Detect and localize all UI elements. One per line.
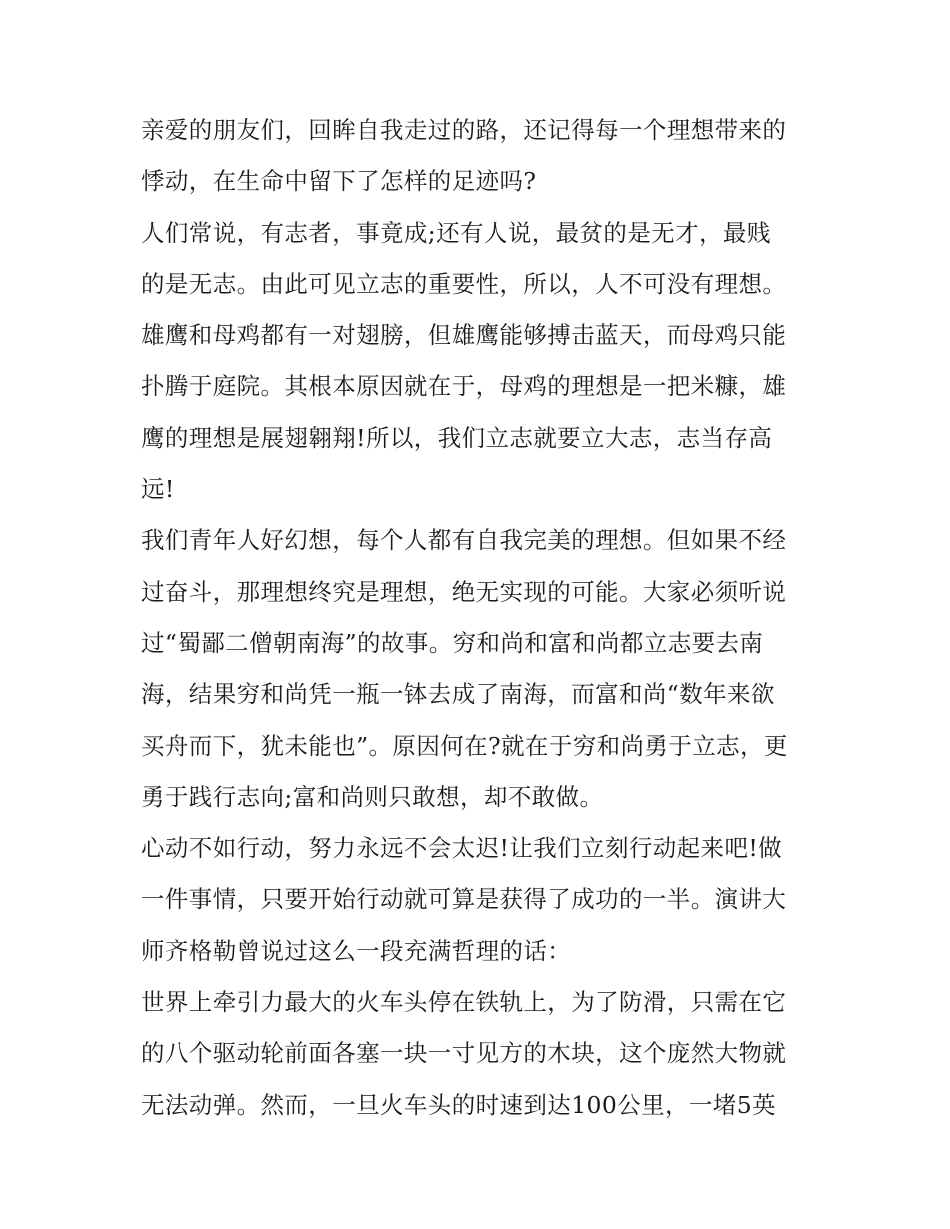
paragraph-monks-story: 我们青年人好幻想，每个人都有自我完美的理想。但如果不经 过奋斗，那理想终究是理想，绝无实现的可能。大家必须听说 过“蜀鄙二僧朝南海”的故事。穷和尚和富和尚都立志要去南 海，结果穷和尚凭一瓶一钵去成了南海，而富和尚“数年来欲 买舟而下，犹未能也”。原因何在?就在于穷和尚勇于立志，更 勇于践行志向;富和尚则只敢想，却不敢做。 — [141, 526, 788, 811]
paragraph-opening: 亲爱的朋友们，回眸自我走过的路，还记得每一个理想带来的 悸动，在生命中留下了怎样的足迹吗? — [141, 116, 787, 196]
document-body — [141, 105, 813, 1131]
paragraph-locomotive: 世界上牵引力最大的火车头停在铁轨上，为了防滑，只需在它 的八个驱动轮前面各塞一块一寸见方的木块，这个庞然大物就 无法动弹。然而，一旦火车头的时速到达100公里，一堵5英 — [141, 988, 787, 1119]
paragraph-ambition: 人们常说，有志者，事竟成;还有人说，最贫的是无才，最贱 的是无志。由此可见立志的重要性，所以，人不可没有理想。 雄鹰和母鸡都有一对翅膀，但雄鹰能够搏击蓝天，而母鸡只能 扑腾于庭院。其根本原因就在于，母鸡的理想是一把米糠，雄 鹰的理想是展翅翱翔!所以，我们立志就要立大志，志当存高 远! — [141, 218, 787, 504]
paragraph-action: 心动不如行动，努力永远不会太迟!让我们立刻行动起来吧!做 一件事情，只要开始行动就可算是获得了成功的一半。演讲大 师齐格勒曾说过这么一段充满哲理的话： — [141, 834, 787, 965]
